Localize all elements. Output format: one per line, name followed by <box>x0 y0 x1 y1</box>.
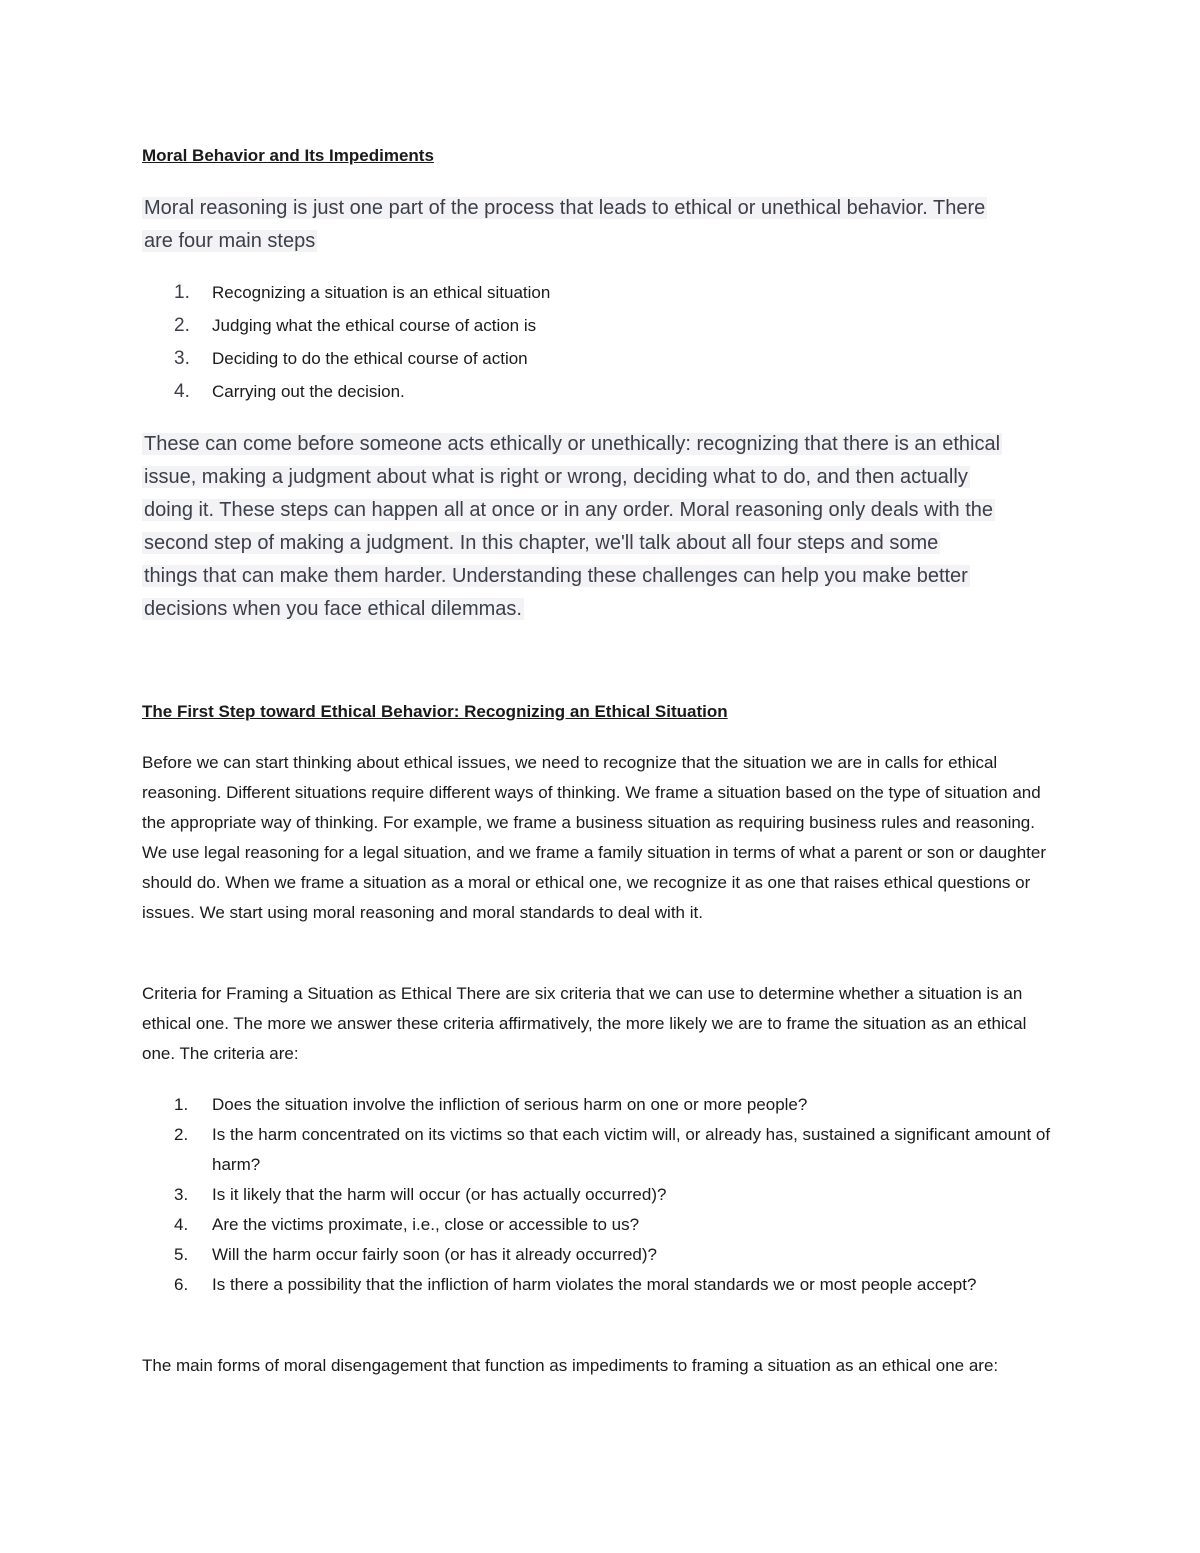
list-number: 1. <box>174 1095 189 1114</box>
list-item-text: Carrying out the decision. <box>212 382 405 401</box>
list-item-text: Is it likely that the harm will occur (or has actually occurred)? <box>212 1185 667 1204</box>
criteria-intro-paragraph: Criteria for Framing a Situation as Ethical There are six criteria that we can use to determine whether a situation is an ethical one. The more we answer these criteria affirmatively, the more likely we are to frame the situation as an ethical one. The criteria are: <box>142 984 1027 1063</box>
list-item <box>142 1270 1052 1300</box>
list-number: 2. <box>174 1125 189 1144</box>
section-heading-first-step: The First Step toward Ethical Behavior: Recognizing an Ethical Situation <box>142 702 728 721</box>
summary-line: decisions when you face ethical dilemmas. <box>144 598 522 620</box>
summary-line: things that can make them harder. Understanding these challenges can help you make better <box>144 565 968 587</box>
list-item-text: Will the harm occur fairly soon (or has it already occurred)? <box>212 1245 657 1264</box>
list-item <box>142 1180 1052 1210</box>
summary-line: second step of making a judgment. In this chapter, we'll talk about all four steps and some <box>144 532 939 554</box>
list-number: 6. <box>174 1275 189 1294</box>
list-number: 4. <box>174 381 190 402</box>
list-item-text: Deciding to do the ethical course of action <box>212 349 528 368</box>
list-item <box>142 1090 1052 1120</box>
list-item <box>142 1210 1052 1240</box>
list-item-text: Are the victims proximate, i.e., close or accessible to us? <box>212 1215 640 1234</box>
list-number: 5. <box>174 1245 189 1264</box>
list-item-text: Does the situation involve the infliction of serious harm on one or more people? <box>212 1095 808 1114</box>
list-number: 3. <box>174 1185 189 1204</box>
summary-line: These can come before someone acts ethically or unethically: recognizing that there is an ethical <box>144 433 1001 455</box>
intro-paragraph <box>142 192 1054 258</box>
list-item <box>142 311 1042 344</box>
disengagement-paragraph: The main forms of moral disengagement that function as impediments to framing a situation as an ethical one are: <box>142 1356 999 1375</box>
four-steps-list <box>142 278 1042 410</box>
list-item <box>142 344 1042 377</box>
list-number: 2. <box>174 315 190 336</box>
list-number: 4. <box>174 1215 189 1234</box>
summary-line: doing it. These steps can happen all at once or in any order. Moral reasoning only deals with the <box>144 499 994 521</box>
list-item-text: Judging what the ethical course of action is <box>212 316 537 335</box>
intro-line: Moral reasoning is just one part of the process that leads to ethical or unethical behavior. There <box>144 197 986 219</box>
list-item <box>142 1240 1052 1270</box>
list-item-text: Is there a possibility that the infliction of harm violates the moral standards we or most people accept? <box>212 1275 977 1294</box>
intro-line: are four main steps <box>144 230 316 252</box>
framing-paragraph: Before we can start thinking about ethical issues, we need to recognize that the situation we are in calls for ethical reasoning. Different situations require different ways of thinking. We frame a situation based on the type of situation and the appropriate way of thinking. For example, we frame a business situation as requiring business rules and reasoning. We use legal reasoning for a legal situation, and we frame a family situation in terms of what a parent or son or daughter should do. When we frame a situation as a moral or ethical one, we recognize it as one that raises ethical questions or issues. We start using moral reasoning and moral standards to deal with it. <box>142 753 1047 922</box>
list-item <box>142 377 1042 410</box>
list-item <box>142 1120 1052 1180</box>
list-number: 1. <box>174 282 190 303</box>
list-item <box>142 278 1042 311</box>
list-number: 3. <box>174 348 190 369</box>
summary-line: issue, making a judgment about what is right or wrong, deciding what to do, and then actually <box>144 466 968 488</box>
criteria-list <box>142 1090 1052 1300</box>
summary-paragraph <box>142 428 1054 626</box>
list-item-text: Is the harm concentrated on its victims so that each victim will, or already has, sustained a significant amount of harm? <box>212 1125 1051 1174</box>
section-heading-moral-behavior: Moral Behavior and Its Impediments <box>142 146 434 165</box>
list-item-text: Recognizing a situation is an ethical situation <box>212 283 551 302</box>
